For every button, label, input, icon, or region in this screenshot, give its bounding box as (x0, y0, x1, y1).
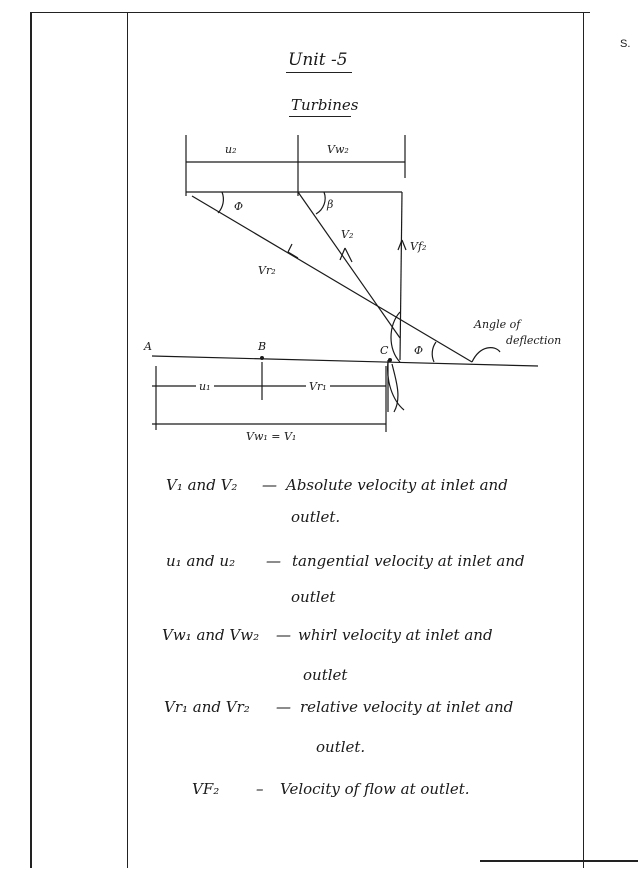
def-2-term: u₁ and u₂ (166, 552, 236, 570)
label-vr1: Vr₁ (306, 380, 330, 393)
beta-arc (316, 192, 325, 214)
def-2-dash: — (266, 552, 281, 570)
vf2-line (400, 192, 402, 360)
blade-curve-lower-1 (388, 362, 404, 410)
def-1-dash: — (262, 476, 277, 494)
def-5-term: VF₂ (192, 780, 220, 798)
label-point-a: A (144, 340, 152, 353)
def-1-term: V₁ and V₂ (166, 476, 238, 494)
def-4-term: Vr₁ and Vr₂ (164, 698, 250, 716)
v2-line (298, 192, 400, 338)
phi-arc-top (218, 192, 223, 213)
def-1-line2: outlet. (291, 508, 341, 526)
def-5-line1: Velocity of flow at outlet. (280, 780, 470, 798)
def-3-dash: — (276, 626, 291, 644)
def-3-line2: outlet (303, 666, 348, 684)
def-5-dash: – (256, 780, 264, 798)
page-title: Unit -5 (288, 50, 348, 70)
def-4-line1: relative velocity at inlet and (300, 698, 514, 716)
label-v2: V₂ (341, 228, 354, 241)
label-vw2: Vw₂ (327, 143, 349, 156)
page-subtitle: Turbines (291, 96, 359, 114)
label-u1: u₁ (196, 380, 214, 393)
def-4-line2: outlet. (316, 738, 366, 756)
vr2-line (192, 196, 472, 362)
point-c-dot (388, 358, 392, 362)
point-b-dot (260, 356, 264, 360)
def-2-line2: outlet (291, 588, 336, 606)
label-point-b: B (258, 340, 267, 353)
def-3-term: Vw₁ and Vw₂ (162, 626, 260, 644)
label-vr2: Vr₂ (258, 264, 276, 277)
label-phi-top: Φ (234, 200, 244, 213)
bottom-velocity-line (152, 356, 538, 366)
label-beta: β (327, 198, 334, 211)
def-2-line1: tangential velocity at inlet and (292, 552, 525, 570)
blade-curve-lower-2 (392, 364, 398, 412)
corner-mark: S. (620, 38, 631, 50)
label-deflection: deflection (506, 334, 562, 347)
deflection-arc (472, 348, 500, 362)
def-3-line1: whirl velocity at inlet and (298, 626, 493, 644)
phi-arc-bottom (432, 342, 436, 362)
label-point-c: C (380, 344, 389, 357)
label-vw1-eq: Vw₁ = V₁ (246, 430, 297, 443)
label-phi-bottom: Φ (414, 344, 424, 357)
label-vf2: Vf₂ (410, 240, 427, 253)
def-1-line1: Absolute velocity at inlet and (286, 476, 508, 494)
label-angle-of: Angle of (474, 318, 521, 331)
label-u2: u₂ (225, 143, 237, 156)
vf2-arrow (398, 240, 406, 250)
def-4-dash: — (276, 698, 291, 716)
